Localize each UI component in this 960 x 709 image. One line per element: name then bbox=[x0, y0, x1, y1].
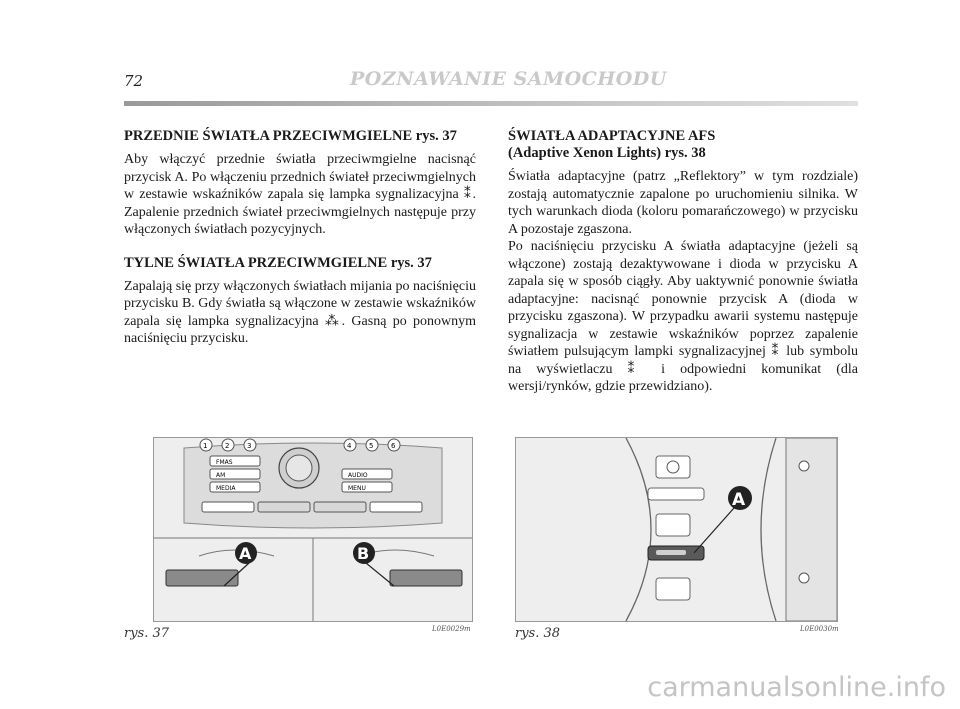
right-column bbox=[508, 128, 858, 408]
preset-label-2: 2 bbox=[225, 442, 230, 450]
preset-label-3: 3 bbox=[247, 442, 252, 450]
running-header-title: POZNAWANIE SAMOCHODU bbox=[350, 68, 667, 90]
rear-fog-body: Zapalają się przy włączonych światłach mijania po naciśnięciu przycisku B. Gdy światła są włączone w zestawie wskaźników zapala się lampka sygnalizacyjna ⁂. Gasną po ponownym naciśnięciu przycisku. bbox=[124, 278, 476, 346]
figure-38-illustration bbox=[516, 438, 837, 621]
steering-icon-tile bbox=[656, 456, 690, 478]
upper-button bbox=[648, 488, 704, 500]
watermark: carmanualsonline.info bbox=[647, 672, 946, 703]
afs-paragraph-1: Światła adaptacyjne (patrz „Reflektory” w tym rozdziale) zostają automatycznie zapalone po uruchomieniu silnika. W tych warunkach dioda (koloru pomarańczowego) w przycisku A pozostaje zgaszona. bbox=[508, 169, 858, 237]
rear-fog-heading: TYLNE ŚWIATŁA PRZECIWMGIELNE rys. 37 bbox=[124, 254, 432, 271]
front-fog-heading: PRZEDNIE ŚWIATŁA PRZECIWMGIELNE rys. 37 bbox=[124, 128, 457, 144]
headlamp-icon-tile bbox=[656, 514, 690, 536]
screw-top bbox=[799, 461, 809, 471]
rear-fog-button bbox=[390, 570, 462, 586]
am-label: AM bbox=[216, 472, 226, 479]
screw-bottom bbox=[799, 573, 809, 583]
lower-button-4 bbox=[370, 502, 422, 512]
media-label: MEDIA bbox=[216, 485, 236, 492]
preset-label-6: 6 bbox=[391, 442, 396, 450]
preset-label-5: 5 bbox=[369, 442, 374, 450]
afs-heading-line2: (Adaptive Xenon Lights) rys. 38 bbox=[508, 145, 706, 161]
afs-heading bbox=[508, 128, 858, 162]
left-column bbox=[124, 128, 476, 360]
callout-a-letter: A bbox=[239, 544, 252, 563]
front-fog-body: Aby włączyć przednie światła przeciwmgielne nacisnąć przycisk A. Po włączeniu przednich świateł przeciwmgielnych w zestawie wskaźników zapala się lampka sygnalizacyjna ⁑. Zapalenie przednich świateł przeciwmgielnych następuje przy włączonych światłach pozycyjnych. bbox=[124, 152, 476, 237]
figure-37-code: L0E0029m bbox=[432, 625, 471, 633]
page-number: 72 bbox=[124, 72, 144, 90]
preset-label-4: 4 bbox=[347, 442, 352, 450]
lower-button-3 bbox=[314, 502, 366, 512]
preset-label-1: 1 bbox=[203, 442, 208, 450]
afs-paragraph-2: Po naciśnięciu przycisku A światła adaptacyjne (jeżeli są włączone) zostają dezaktywowane i dioda w przycisku A zapala się w sposób ciągły. Aby uaktywnić ponownie światła adaptacyjne: nacisnąć ponownie przycisk A (dioda w przycisku zgaszona). W przypadku awarii systemu następuje sygnalizacja w zestawie wskaźników poprzez zapalenie światłem pulsującym lampki sygnalizacyjnej ⁑ lub symbolu na wyświetlaczu ⁑ i odpowiedni komunikat (dla wersji/rynków, gdzie przewidziano). bbox=[508, 239, 858, 394]
header-rule bbox=[124, 101, 858, 106]
right-panel bbox=[786, 438, 837, 621]
figure-38 bbox=[515, 437, 838, 622]
afs-heading-line1: ŚWIATŁA ADAPTACYJNE AFS bbox=[508, 128, 716, 144]
figure-37-illustration bbox=[154, 438, 472, 621]
lower-button-1 bbox=[202, 502, 254, 512]
fm-label: FMAS bbox=[216, 459, 233, 466]
figure-38-caption: rys. 38 bbox=[515, 626, 561, 641]
menu-label: MENU bbox=[348, 485, 366, 492]
figure-38-code: L0E0030m bbox=[800, 625, 839, 633]
audio-label: AUDIO bbox=[348, 472, 368, 479]
callout-b-letter: B bbox=[357, 544, 370, 563]
parking-icon-tile bbox=[656, 578, 690, 600]
figure-37-caption: rys. 37 bbox=[124, 626, 170, 641]
lower-button-2 bbox=[258, 502, 310, 512]
figure-37 bbox=[153, 437, 473, 622]
callout-a-letter-38: A bbox=[732, 490, 746, 510]
